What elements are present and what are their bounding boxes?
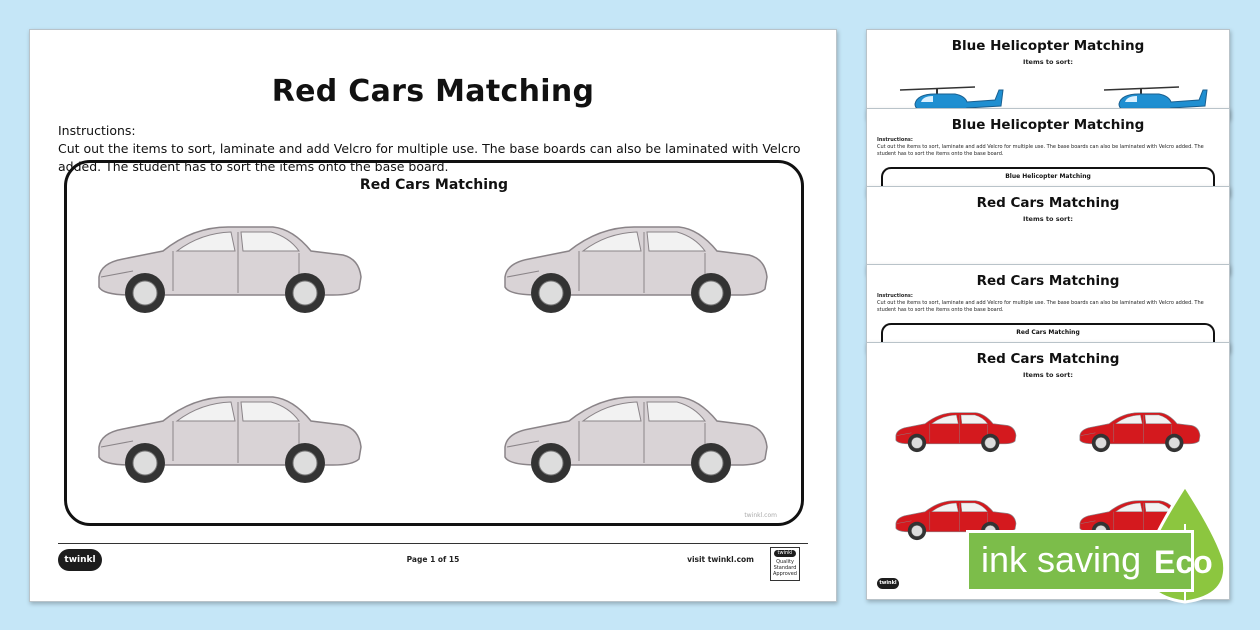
thumbnail-instructions-heading: Instructions:	[877, 293, 913, 299]
eco-label: Eco	[1154, 544, 1213, 580]
footer-divider	[58, 543, 808, 544]
thumbnail-board-title: Red Cars Matching	[1016, 329, 1080, 336]
car-image	[93, 219, 363, 315]
page-title: Red Cars Matching	[271, 74, 595, 109]
thumbnail-title: Red Cars Matching	[976, 195, 1120, 211]
main-worksheet-page	[29, 29, 837, 602]
twinkl-logo: twinkl	[58, 549, 102, 571]
thumbnail-subtitle: Items to sort:	[1023, 58, 1073, 66]
red-car-image	[1077, 409, 1201, 453]
thumbnail-subtitle: Items to sort:	[1023, 215, 1073, 223]
car-image	[499, 219, 769, 315]
visit-link-text: visit twinkl.com	[687, 555, 754, 564]
thumbnail-page-1[interactable]	[866, 29, 1230, 119]
base-board	[64, 160, 804, 526]
badge-text: Quality Standard Approved	[773, 559, 797, 577]
thumbnail-page-4[interactable]	[866, 264, 1230, 352]
thumbnail-instructions-heading: Instructions:	[877, 137, 913, 143]
thumbnail-board-title: Blue Helicopter Matching	[1005, 173, 1091, 180]
thumbnail-instructions-text: Cut out the items to sort, laminate and add Velcro for multiple use. The base boards can also be laminated with Velcro added. The student has to sort the items onto the base board.	[877, 300, 1204, 313]
instructions-heading: Instructions:	[58, 123, 136, 138]
page-footer	[58, 543, 808, 577]
thumbnail-page-2[interactable]	[866, 108, 1230, 196]
thumbnail-instructions	[877, 293, 1207, 314]
thumbnail-subtitle: Items to sort:	[1023, 371, 1073, 379]
thumbnail-instructions-text: Cut out the items to sort, laminate and add Velcro for multiple use. The base boards can also be laminated with Velcro added. The student has to sort the items onto the base board.	[877, 144, 1204, 157]
thumbnail-title: Blue Helicopter Matching	[951, 117, 1145, 133]
badge-logo: twinkl	[774, 550, 796, 557]
quality-badge	[770, 547, 800, 581]
thumbnail-instructions	[877, 137, 1207, 158]
red-car-image	[893, 409, 1017, 453]
eco-badge	[966, 484, 1250, 606]
thumbnail-title: Blue Helicopter Matching	[951, 38, 1145, 54]
car-image	[499, 389, 769, 485]
board-footer-text: twinkl.com	[744, 512, 777, 519]
twinkl-logo: twinkl	[877, 578, 899, 589]
car-image	[93, 389, 363, 485]
thumbnail-title: Red Cars Matching	[976, 351, 1120, 367]
ink-saving-label: ink saving	[966, 530, 1194, 592]
board-title: Red Cars Matching	[359, 177, 509, 193]
thumbnail-page-3[interactable]	[866, 186, 1230, 274]
thumbnail-title: Red Cars Matching	[976, 273, 1120, 289]
instructions-text: Cut out the items to sort, laminate and add Velcro for multiple use. The base boards can also be laminated with Velcro added. The student has to sort the items onto the base board.	[58, 141, 801, 174]
page-number: Page 1 of 15	[406, 555, 460, 564]
